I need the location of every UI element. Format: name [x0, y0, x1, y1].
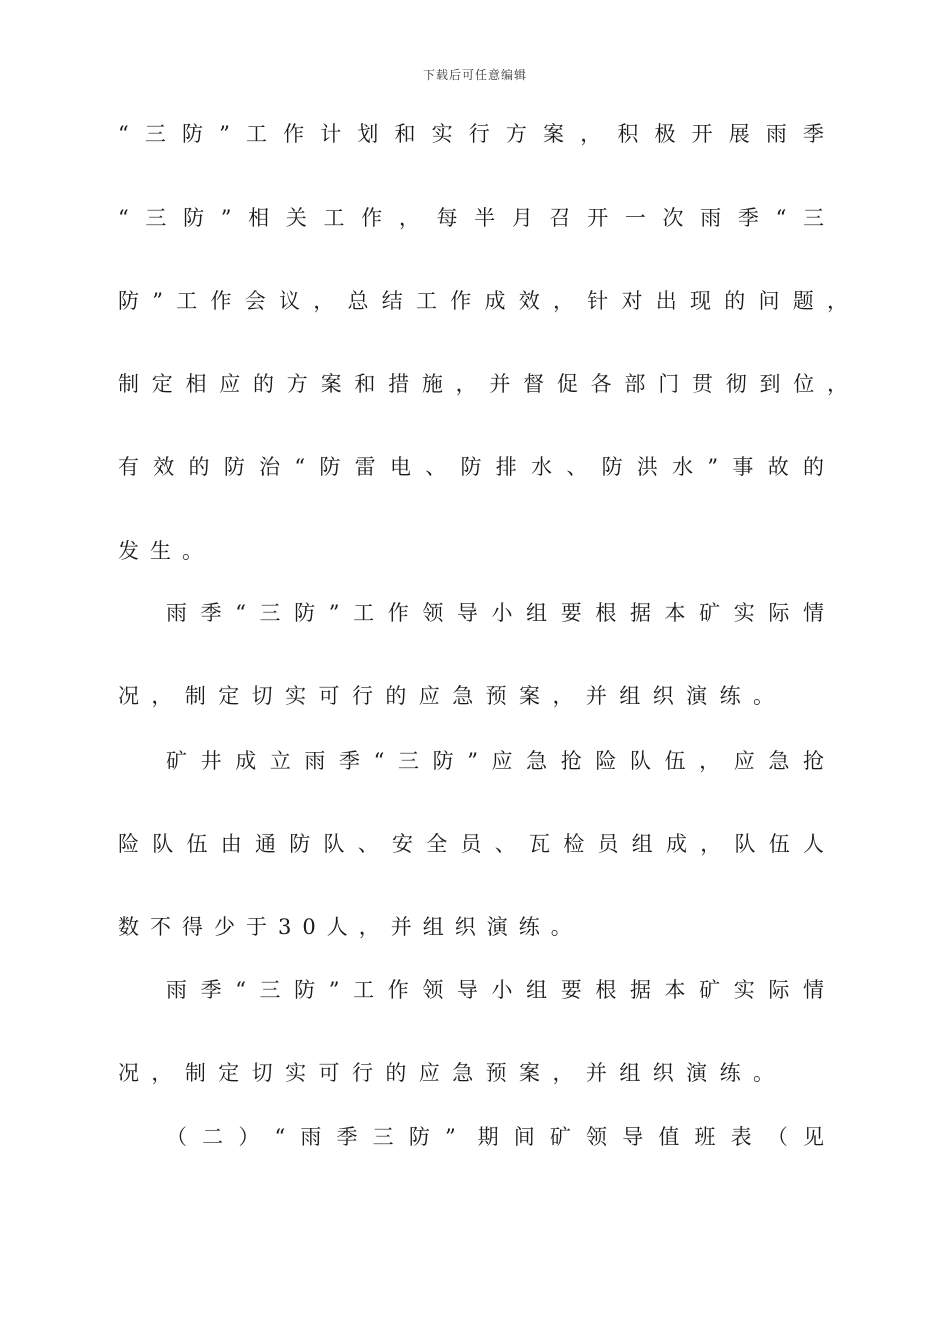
paragraph-line-13: 况，制定切实可行的应急预案，并组织演练。 [118, 1061, 774, 1085]
paragraph-line-14: （二）“雨季三防” 期间矿领导值班表（见 [166, 1125, 824, 1149]
paragraph-line-4: 制定相应的方案和措施，并督促各部门贯彻到位， [118, 372, 848, 396]
paragraph-line-8: 况，制定切实可行的应急预案，并组织演练。 [118, 684, 774, 708]
paragraph-line-5: 有效的防治“防雷电、防排水、防洪水”事故的 [118, 455, 824, 479]
paragraph-line-9: 矿井成立雨季“三防”应急抢险队伍，应急抢 [166, 749, 824, 773]
paragraph-line-3: 防”工作会议，总结工作成效，针对出现的问题， [118, 289, 848, 313]
paragraph-line-2: “三防”相关工作，每半月召开一次雨季“三 [118, 206, 824, 230]
paragraph-line-7: 雨季“三防”工作领导小组要根据本矿实际情 [166, 601, 824, 625]
page-header: 下载后可任意编辑 [422, 68, 527, 82]
paragraph-line-12: 雨季“三防”工作领导小组要根据本矿实际情 [166, 978, 824, 1002]
paragraph-line-6: 发生。 [118, 539, 214, 563]
paragraph-line-1: “三防”工作计划和实行方案，积极开展雨季 [118, 122, 824, 146]
paragraph-line-10: 险队伍由通防队、安全员、瓦检员组成，队伍人 [118, 832, 824, 856]
paragraph-line-11: 数不得少于30人，并组织演练。 [118, 915, 583, 939]
